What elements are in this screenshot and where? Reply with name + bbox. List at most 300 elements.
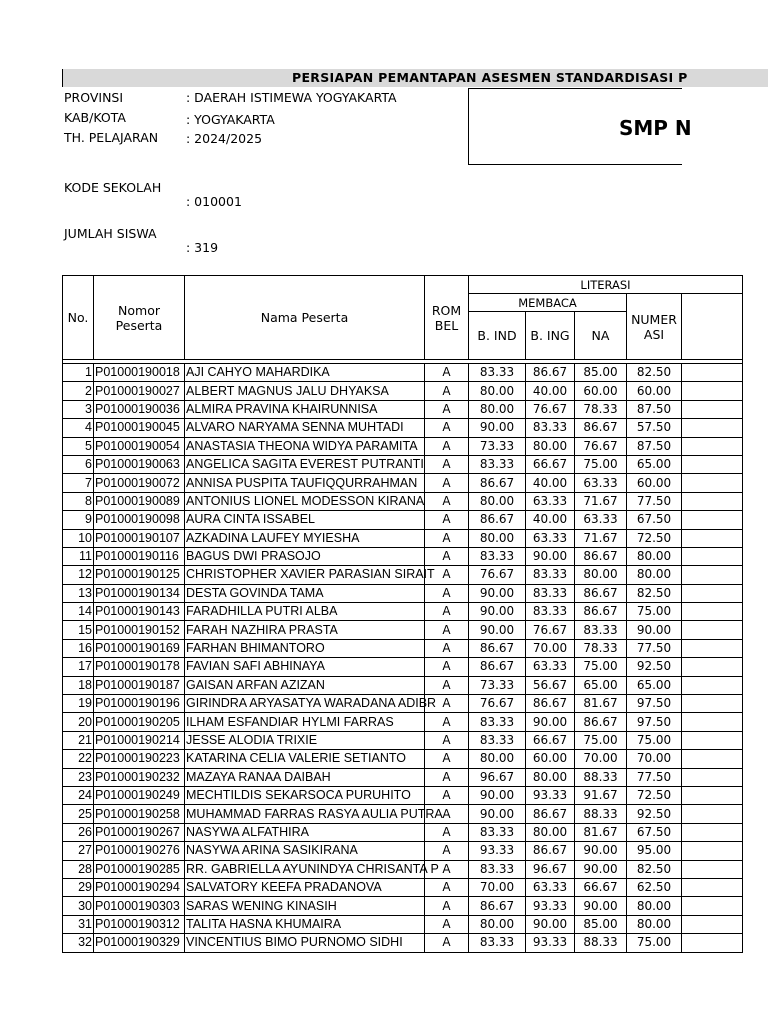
cell-bind: 70.00 bbox=[469, 878, 526, 896]
header-na: NA bbox=[575, 312, 627, 360]
cell-extra bbox=[682, 364, 743, 382]
cell-no: 2 bbox=[63, 382, 94, 400]
cell-na: 88.33 bbox=[575, 805, 627, 823]
cell-extra bbox=[682, 621, 743, 639]
cell-nama: GIRINDRA ARYASATYA WARADANA ADIBR bbox=[185, 695, 425, 713]
cell-bing: 83.33 bbox=[526, 603, 575, 621]
table-row bbox=[63, 750, 743, 768]
cell-no: 24 bbox=[63, 786, 94, 804]
cell-bind: 86.67 bbox=[469, 474, 526, 492]
cell-extra bbox=[682, 823, 743, 841]
cell-num: 57.50 bbox=[627, 419, 682, 437]
cell-bind: 86.67 bbox=[469, 639, 526, 657]
table-row bbox=[63, 695, 743, 713]
cell-nama: AJI CAHYO MAHARDIKA bbox=[185, 364, 425, 382]
cell-na: 75.00 bbox=[575, 731, 627, 749]
table-row bbox=[63, 547, 743, 565]
cell-bing: 66.67 bbox=[526, 455, 575, 473]
cell-extra bbox=[682, 474, 743, 492]
table-row bbox=[63, 842, 743, 860]
cell-rombel: A bbox=[425, 860, 469, 878]
table-row bbox=[63, 621, 743, 639]
cell-nomor: P01000190329 bbox=[94, 934, 185, 952]
cell-no: 17 bbox=[63, 658, 94, 676]
cell-num: 80.00 bbox=[627, 897, 682, 915]
cell-extra bbox=[682, 547, 743, 565]
table-row bbox=[63, 603, 743, 621]
cell-extra bbox=[682, 676, 743, 694]
cell-nama: DESTA GOVINDA TAMA bbox=[185, 584, 425, 602]
cell-nomor: P01000190196 bbox=[94, 695, 185, 713]
cell-bing: 86.67 bbox=[526, 695, 575, 713]
table-row bbox=[63, 400, 743, 418]
cell-no: 6 bbox=[63, 455, 94, 473]
cell-extra bbox=[682, 639, 743, 657]
header-nomor-line1: Nomor bbox=[118, 302, 160, 318]
cell-bind: 83.33 bbox=[469, 860, 526, 878]
table-row bbox=[63, 897, 743, 915]
cell-rombel: A bbox=[425, 474, 469, 492]
cell-num: 77.50 bbox=[627, 639, 682, 657]
cell-rombel: A bbox=[425, 713, 469, 731]
cell-nama: ALMIRA PRAVINA KHAIRUNNISA bbox=[185, 400, 425, 418]
cell-na: 65.00 bbox=[575, 676, 627, 694]
cell-extra bbox=[682, 750, 743, 768]
cell-nama: AURA CINTA ISSABEL bbox=[185, 511, 425, 529]
table-row bbox=[63, 786, 743, 804]
cell-na: 86.67 bbox=[575, 713, 627, 731]
cell-bing: 76.67 bbox=[526, 621, 575, 639]
cell-bing: 83.33 bbox=[526, 419, 575, 437]
header-extra bbox=[682, 294, 743, 360]
cell-na: 86.67 bbox=[575, 547, 627, 565]
cell-no: 5 bbox=[63, 437, 94, 455]
cell-extra bbox=[682, 492, 743, 510]
cell-num: 87.50 bbox=[627, 437, 682, 455]
cell-na: 81.67 bbox=[575, 823, 627, 841]
cell-num: 77.50 bbox=[627, 492, 682, 510]
cell-bind: 80.00 bbox=[469, 529, 526, 547]
cell-num: 65.00 bbox=[627, 455, 682, 473]
cell-nama: FARAH NAZHIRA PRASTA bbox=[185, 621, 425, 639]
cell-nama: FAVIAN SAFI ABHINAYA bbox=[185, 658, 425, 676]
cell-bind: 90.00 bbox=[469, 419, 526, 437]
cell-rombel: A bbox=[425, 768, 469, 786]
cell-extra bbox=[682, 566, 743, 584]
cell-nomor: P01000190285 bbox=[94, 860, 185, 878]
cell-extra bbox=[682, 934, 743, 952]
cell-bind: 73.33 bbox=[469, 437, 526, 455]
cell-num: 75.00 bbox=[627, 603, 682, 621]
cell-nomor: P01000190063 bbox=[94, 455, 185, 473]
cell-bing: 80.00 bbox=[526, 437, 575, 455]
cell-nomor: P01000190152 bbox=[94, 621, 185, 639]
cell-rombel: A bbox=[425, 566, 469, 584]
cell-nama: SARAS WENING KINASIH bbox=[185, 897, 425, 915]
cell-nomor: P01000190232 bbox=[94, 768, 185, 786]
cell-extra bbox=[682, 529, 743, 547]
cell-extra bbox=[682, 437, 743, 455]
cell-na: 88.33 bbox=[575, 934, 627, 952]
cell-no: 13 bbox=[63, 584, 94, 602]
cell-rombel: A bbox=[425, 382, 469, 400]
cell-nama: SALVATORY KEEFA PRADANOVA bbox=[185, 878, 425, 896]
cell-bing: 90.00 bbox=[526, 713, 575, 731]
cell-num: 97.50 bbox=[627, 695, 682, 713]
cell-extra bbox=[682, 897, 743, 915]
table-row bbox=[63, 382, 743, 400]
cell-bing: 93.33 bbox=[526, 934, 575, 952]
cell-no: 28 bbox=[63, 860, 94, 878]
cell-bing: 86.67 bbox=[526, 842, 575, 860]
cell-nama: AZKADINA LAUFEY MYIESHA bbox=[185, 529, 425, 547]
cell-rombel: A bbox=[425, 621, 469, 639]
cell-bind: 83.33 bbox=[469, 823, 526, 841]
cell-no: 20 bbox=[63, 713, 94, 731]
cell-num: 62.50 bbox=[627, 878, 682, 896]
cell-rombel: A bbox=[425, 492, 469, 510]
cell-bind: 83.33 bbox=[469, 455, 526, 473]
cell-bind: 80.00 bbox=[469, 382, 526, 400]
cell-nomor: P01000190258 bbox=[94, 805, 185, 823]
cell-nomor: P01000190072 bbox=[94, 474, 185, 492]
cell-rombel: A bbox=[425, 364, 469, 382]
cell-num: 72.50 bbox=[627, 529, 682, 547]
score-table bbox=[62, 275, 743, 953]
cell-extra bbox=[682, 915, 743, 933]
header-literasi: LITERASI bbox=[469, 276, 743, 294]
table-row bbox=[63, 713, 743, 731]
cell-bind: 80.00 bbox=[469, 750, 526, 768]
cell-no: 25 bbox=[63, 805, 94, 823]
cell-nomor: P01000190143 bbox=[94, 603, 185, 621]
cell-no: 16 bbox=[63, 639, 94, 657]
header-nomor-line2: Peserta bbox=[115, 317, 163, 333]
label-jumlah-siswa: JUMLAH SISWA bbox=[64, 226, 157, 241]
cell-bind: 90.00 bbox=[469, 584, 526, 602]
cell-nomor: P01000190045 bbox=[94, 419, 185, 437]
cell-num: 87.50 bbox=[627, 400, 682, 418]
header-nama-peserta: Nama Peserta bbox=[185, 276, 425, 360]
cell-rombel: A bbox=[425, 511, 469, 529]
cell-nomor: P01000190267 bbox=[94, 823, 185, 841]
table-row bbox=[63, 823, 743, 841]
header-rom-line2: BEL bbox=[434, 317, 459, 333]
school-name: SMP N bbox=[619, 116, 692, 140]
header-membaca: MEMBACA bbox=[469, 294, 627, 312]
label-kode-sekolah: KODE SEKOLAH bbox=[64, 180, 162, 195]
cell-nama: FARADHILLA PUTRI ALBA bbox=[185, 603, 425, 621]
cell-num: 75.00 bbox=[627, 934, 682, 952]
table-row bbox=[63, 768, 743, 786]
cell-na: 88.33 bbox=[575, 768, 627, 786]
cell-bing: 63.33 bbox=[526, 878, 575, 896]
score-table-body bbox=[63, 360, 743, 953]
cell-bing: 66.67 bbox=[526, 731, 575, 749]
cell-bing: 63.33 bbox=[526, 658, 575, 676]
cell-bind: 80.00 bbox=[469, 492, 526, 510]
cell-bing: 93.33 bbox=[526, 786, 575, 804]
cell-nomor: P01000190223 bbox=[94, 750, 185, 768]
cell-rombel: A bbox=[425, 419, 469, 437]
cell-na: 85.00 bbox=[575, 915, 627, 933]
cell-bind: 83.33 bbox=[469, 713, 526, 731]
cell-rombel: A bbox=[425, 897, 469, 915]
cell-nomor: P01000190249 bbox=[94, 786, 185, 804]
cell-extra bbox=[682, 842, 743, 860]
table-row bbox=[63, 566, 743, 584]
cell-nomor: P01000190089 bbox=[94, 492, 185, 510]
cell-bind: 86.67 bbox=[469, 658, 526, 676]
cell-na: 66.67 bbox=[575, 878, 627, 896]
cell-bing: 76.67 bbox=[526, 400, 575, 418]
table-row bbox=[63, 529, 743, 547]
cell-num: 82.50 bbox=[627, 860, 682, 878]
cell-nomor: P01000190178 bbox=[94, 658, 185, 676]
header-numerasi-line2: ASI bbox=[643, 326, 665, 342]
table-row bbox=[63, 437, 743, 455]
cell-bind: 80.00 bbox=[469, 400, 526, 418]
cell-extra bbox=[682, 768, 743, 786]
cell-num: 82.50 bbox=[627, 584, 682, 602]
cell-bing: 63.33 bbox=[526, 492, 575, 510]
cell-nomor: P01000190125 bbox=[94, 566, 185, 584]
cell-bing: 40.00 bbox=[526, 382, 575, 400]
cell-num: 92.50 bbox=[627, 658, 682, 676]
cell-nama: VINCENTIUS BIMO PURNOMO SIDHI bbox=[185, 934, 425, 952]
cell-no: 30 bbox=[63, 897, 94, 915]
cell-bing: 63.33 bbox=[526, 529, 575, 547]
value-th-pelajaran: : 2024/2025 bbox=[186, 131, 263, 146]
cell-rombel: A bbox=[425, 823, 469, 841]
table-row bbox=[63, 474, 743, 492]
cell-no: 10 bbox=[63, 529, 94, 547]
cell-no: 11 bbox=[63, 547, 94, 565]
cell-rombel: A bbox=[425, 529, 469, 547]
cell-bing: 83.33 bbox=[526, 584, 575, 602]
cell-bing: 86.67 bbox=[526, 805, 575, 823]
cell-nomor: P01000190116 bbox=[94, 547, 185, 565]
table-row bbox=[63, 584, 743, 602]
cell-nomor: P01000190036 bbox=[94, 400, 185, 418]
cell-rombel: A bbox=[425, 584, 469, 602]
cell-nomor: P01000190205 bbox=[94, 713, 185, 731]
header-no: No. bbox=[63, 276, 94, 360]
cell-nomor: P01000190294 bbox=[94, 878, 185, 896]
cell-extra bbox=[682, 455, 743, 473]
table-row bbox=[63, 731, 743, 749]
label-provinsi: PROVINSI bbox=[64, 90, 124, 105]
cell-nomor: P01000190276 bbox=[94, 842, 185, 860]
value-kabkota: : YOGYAKARTA bbox=[186, 112, 275, 127]
cell-na: 76.67 bbox=[575, 437, 627, 455]
cell-na: 60.00 bbox=[575, 382, 627, 400]
cell-no: 9 bbox=[63, 511, 94, 529]
cell-num: 95.00 bbox=[627, 842, 682, 860]
cell-num: 65.00 bbox=[627, 676, 682, 694]
cell-no: 8 bbox=[63, 492, 94, 510]
cell-extra bbox=[682, 419, 743, 437]
cell-na: 78.33 bbox=[575, 639, 627, 657]
cell-nama: ALBERT MAGNUS JALU DHYAKSA bbox=[185, 382, 425, 400]
cell-nomor: P01000190134 bbox=[94, 584, 185, 602]
table-row bbox=[63, 915, 743, 933]
cell-rombel: A bbox=[425, 786, 469, 804]
cell-rombel: A bbox=[425, 547, 469, 565]
cell-nomor: P01000190018 bbox=[94, 364, 185, 382]
cell-bing: 86.67 bbox=[526, 364, 575, 382]
cell-na: 91.67 bbox=[575, 786, 627, 804]
cell-nama: ANNISA PUSPITA TAUFIQQURRAHMAN bbox=[185, 474, 425, 492]
cell-nama: KATARINA CELIA VALERIE SETIANTO bbox=[185, 750, 425, 768]
cell-rombel: A bbox=[425, 639, 469, 657]
cell-rombel: A bbox=[425, 934, 469, 952]
cell-extra bbox=[682, 860, 743, 878]
cell-rombel: A bbox=[425, 603, 469, 621]
cell-num: 80.00 bbox=[627, 915, 682, 933]
cell-rombel: A bbox=[425, 676, 469, 694]
table-row bbox=[63, 639, 743, 657]
cell-extra bbox=[682, 786, 743, 804]
cell-nama: FARHAN BHIMANTORO bbox=[185, 639, 425, 657]
cell-extra bbox=[682, 805, 743, 823]
cell-num: 67.50 bbox=[627, 823, 682, 841]
cell-rombel: A bbox=[425, 731, 469, 749]
cell-num: 67.50 bbox=[627, 511, 682, 529]
cell-no: 4 bbox=[63, 419, 94, 437]
cell-extra bbox=[682, 382, 743, 400]
cell-nama: CHRISTOPHER XAVIER PARASIAN SIRAIT bbox=[185, 566, 425, 584]
cell-na: 85.00 bbox=[575, 364, 627, 382]
cell-na: 86.67 bbox=[575, 603, 627, 621]
cell-nomor: P01000190312 bbox=[94, 915, 185, 933]
cell-no: 32 bbox=[63, 934, 94, 952]
cell-nama: NASYWA ALFATHIRA bbox=[185, 823, 425, 841]
cell-bind: 90.00 bbox=[469, 621, 526, 639]
cell-rombel: A bbox=[425, 437, 469, 455]
table-row bbox=[63, 511, 743, 529]
cell-nama: BAGUS DWI PRASOJO bbox=[185, 547, 425, 565]
header-numerasi-line1: NUMER bbox=[631, 311, 677, 327]
cell-num: 80.00 bbox=[627, 547, 682, 565]
cell-bing: 90.00 bbox=[526, 547, 575, 565]
cell-nama: RR. GABRIELLA AYUNINDYA CHRISANTA P bbox=[185, 860, 425, 878]
cell-no: 27 bbox=[63, 842, 94, 860]
cell-bing: 93.33 bbox=[526, 897, 575, 915]
cell-nama: ILHAM ESFANDIAR HYLMI FARRAS bbox=[185, 713, 425, 731]
cell-no: 1 bbox=[63, 364, 94, 382]
cell-rombel: A bbox=[425, 455, 469, 473]
cell-nama: NASYWA ARINA SASIKIRANA bbox=[185, 842, 425, 860]
cell-num: 75.00 bbox=[627, 731, 682, 749]
cell-nomor: P01000190027 bbox=[94, 382, 185, 400]
cell-bing: 60.00 bbox=[526, 750, 575, 768]
cell-na: 90.00 bbox=[575, 842, 627, 860]
cell-extra bbox=[682, 713, 743, 731]
cell-num: 72.50 bbox=[627, 786, 682, 804]
cell-bing: 80.00 bbox=[526, 823, 575, 841]
cell-bing: 40.00 bbox=[526, 474, 575, 492]
cell-bing: 83.33 bbox=[526, 566, 575, 584]
cell-na: 75.00 bbox=[575, 455, 627, 473]
cell-extra bbox=[682, 511, 743, 529]
header-b-ing: B. ING bbox=[526, 312, 575, 360]
cell-na: 81.67 bbox=[575, 695, 627, 713]
cell-extra bbox=[682, 400, 743, 418]
cell-num: 92.50 bbox=[627, 805, 682, 823]
cell-no: 29 bbox=[63, 878, 94, 896]
cell-bind: 86.67 bbox=[469, 511, 526, 529]
cell-no: 15 bbox=[63, 621, 94, 639]
cell-na: 90.00 bbox=[575, 897, 627, 915]
table-row bbox=[63, 805, 743, 823]
cell-num: 80.00 bbox=[627, 566, 682, 584]
cell-extra bbox=[682, 731, 743, 749]
cell-no: 14 bbox=[63, 603, 94, 621]
cell-na: 78.33 bbox=[575, 400, 627, 418]
header-b-ind: B. IND bbox=[469, 312, 526, 360]
cell-bind: 76.67 bbox=[469, 566, 526, 584]
value-jumlah-siswa: : 319 bbox=[186, 240, 219, 255]
cell-na: 80.00 bbox=[575, 566, 627, 584]
cell-rombel: A bbox=[425, 658, 469, 676]
page-title: PERSIAPAN PEMANTAPAN ASESMEN STANDARDISASI P bbox=[292, 70, 688, 85]
cell-bing: 80.00 bbox=[526, 768, 575, 786]
cell-nama: JESSE ALODIA TRIXIE bbox=[185, 731, 425, 749]
cell-na: 71.67 bbox=[575, 529, 627, 547]
cell-nama: ANASTASIA THEONA WIDYA PARAMITA bbox=[185, 437, 425, 455]
cell-bind: 83.33 bbox=[469, 364, 526, 382]
cell-no: 22 bbox=[63, 750, 94, 768]
cell-num: 60.00 bbox=[627, 382, 682, 400]
header-numerasi bbox=[627, 294, 682, 360]
table-row bbox=[63, 364, 743, 382]
cell-rombel: A bbox=[425, 915, 469, 933]
table-row bbox=[63, 676, 743, 694]
cell-no: 31 bbox=[63, 915, 94, 933]
cell-bing: 90.00 bbox=[526, 915, 575, 933]
cell-nomor: P01000190303 bbox=[94, 897, 185, 915]
value-kode-sekolah: : 010001 bbox=[186, 194, 242, 209]
cell-extra bbox=[682, 695, 743, 713]
cell-bind: 83.33 bbox=[469, 547, 526, 565]
cell-bing: 96.67 bbox=[526, 860, 575, 878]
table-row bbox=[63, 934, 743, 952]
cell-no: 23 bbox=[63, 768, 94, 786]
cell-rombel: A bbox=[425, 878, 469, 896]
cell-bind: 90.00 bbox=[469, 805, 526, 823]
cell-no: 7 bbox=[63, 474, 94, 492]
cell-rombel: A bbox=[425, 400, 469, 418]
cell-nama: ANTONIUS LIONEL MODESSON KIRANA bbox=[185, 492, 425, 510]
cell-nomor: P01000190187 bbox=[94, 676, 185, 694]
cell-bind: 80.00 bbox=[469, 915, 526, 933]
label-th-pelajaran: TH. PELAJARAN bbox=[64, 130, 159, 145]
cell-rombel: A bbox=[425, 750, 469, 768]
cell-bind: 83.33 bbox=[469, 731, 526, 749]
cell-bind: 96.67 bbox=[469, 768, 526, 786]
cell-no: 19 bbox=[63, 695, 94, 713]
cell-no: 18 bbox=[63, 676, 94, 694]
cell-nama: ALVARO NARYAMA SENNA MUHTADI bbox=[185, 419, 425, 437]
table-row bbox=[63, 455, 743, 473]
cell-bing: 70.00 bbox=[526, 639, 575, 657]
cell-extra bbox=[682, 584, 743, 602]
cell-nomor: P01000190054 bbox=[94, 437, 185, 455]
cell-nomor: P01000190214 bbox=[94, 731, 185, 749]
cell-num: 90.00 bbox=[627, 621, 682, 639]
cell-bind: 90.00 bbox=[469, 603, 526, 621]
